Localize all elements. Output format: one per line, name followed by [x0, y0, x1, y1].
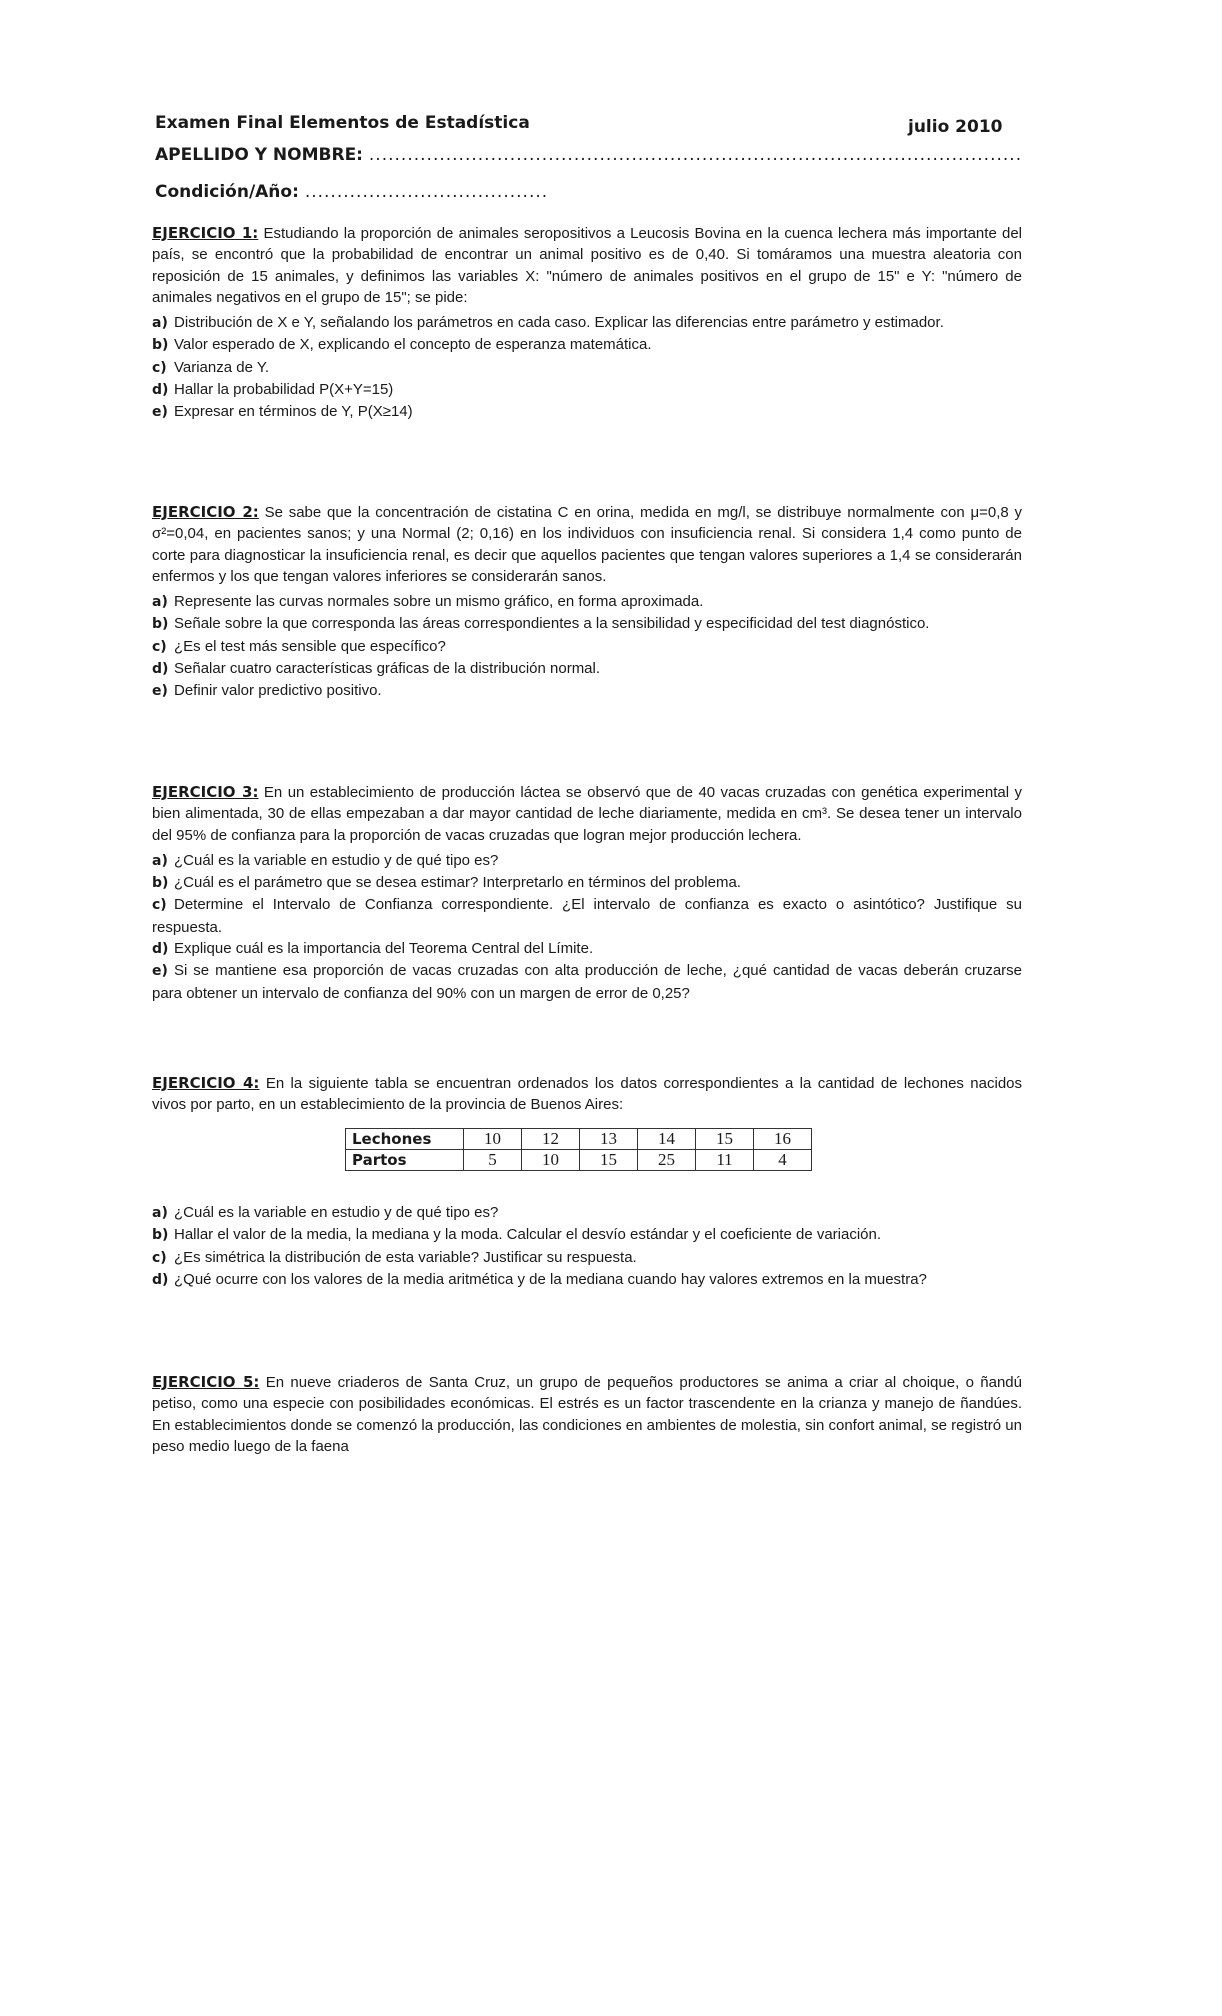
exercise-intro [152, 502, 1022, 587]
item-text: Expresar en términos de Y, P(X≥14) [174, 403, 413, 421]
list-item [152, 872, 1022, 894]
list-item [152, 1269, 1022, 1291]
item-letter: e) [152, 963, 168, 980]
list-item [152, 1247, 1022, 1269]
table-row [346, 1129, 812, 1150]
data-table-wrap [345, 1128, 812, 1171]
row-header: Partos [346, 1150, 464, 1171]
table-cell: 4 [754, 1150, 812, 1171]
table-cell: 12 [522, 1129, 580, 1150]
exercise-title: EJERCICIO 1: [152, 224, 259, 242]
item-text: Varianza de Y. [174, 358, 270, 376]
exercise-text: Se sabe que la concentración de cistatina C en orina, medida en mg/l, se distribuye normalmente con μ=0,8 y σ²=0,04, en pacientes sanos; y una Normal (2; 0,16) en los individuos con insuficiencia renal. Si considera 1,4 como punto de corte para diagnosticar la insuficiencia renal, es decir que aquellos pacientes que tengan valores superiores a 1,4 se considerarán enfermos y los que tengan valores inferiores se considerarán sanos. [152, 504, 1023, 585]
item-letter: d) [152, 382, 169, 399]
table-cell: 16 [754, 1129, 812, 1150]
table-cell: 15 [696, 1129, 754, 1150]
row-header: Lechones [346, 1129, 464, 1150]
list-item [152, 379, 1022, 401]
item-text: ¿Cuál es la variable en estudio y de qué tipo es? [174, 851, 499, 869]
exercise-items [152, 850, 1022, 1004]
table-cell: 13 [580, 1129, 638, 1150]
exercise-items [152, 591, 1022, 702]
item-letter: c) [152, 359, 167, 376]
list-item [152, 401, 1022, 423]
item-letter: a) [152, 315, 168, 332]
item-text: Hallar la probabilidad P(X+Y=15) [174, 381, 394, 399]
list-item [152, 850, 1022, 872]
name-blank: ...................................................................................................... [368, 145, 1023, 165]
exercise-items [152, 1202, 1022, 1291]
item-letter: e) [152, 683, 168, 700]
item-letter: b) [152, 875, 169, 892]
exercise-5 [152, 1372, 1022, 1461]
table-cell: 11 [696, 1150, 754, 1171]
list-item [152, 1224, 1022, 1246]
item-text: ¿Es simétrica la distribución de esta variable? Justificar su respuesta. [174, 1248, 637, 1266]
exercise-2 [152, 502, 1022, 703]
list-item [152, 613, 1022, 635]
item-letter: d) [152, 941, 169, 958]
exercise-text: En un establecimiento de producción láctea se observó que de 40 vacas cruzadas con genética experimental y bien alimentada, 30 de ellas empezaban a dar mayor cantidad de leche diariamente, medida en cm³. Se desea tener un intervalo del 95% de confianza para la proporción de vacas cruzadas que logran mejor producción lechera. [152, 784, 1023, 844]
exercise-title: EJERCICIO 4: [152, 1074, 260, 1092]
list-item [152, 680, 1022, 702]
list-item [152, 960, 1022, 1004]
name-field [155, 145, 1022, 165]
exercise-title: EJERCICIO 5: [152, 1373, 260, 1391]
item-letter: a) [152, 1205, 168, 1221]
condition-field [155, 182, 548, 202]
exercise-3 [152, 782, 1022, 1004]
exercise-intro [152, 223, 1022, 308]
name-label: APELLIDO Y NOMBRE: [155, 145, 363, 165]
item-text: Señale sobre la que corresponda las áreas correspondientes a la sensibilidad y especificidad del test diagnóstico. [174, 615, 930, 633]
table-cell: 10 [522, 1150, 580, 1171]
exercise-text: En la siguiente tabla se encuentran ordenados los datos correspondientes a la cantidad de lechones nacidos vivos por parto, en un establecimiento de la provincia de Buenos Aires: [152, 1075, 1023, 1114]
item-text: ¿Es el test más sensible que específico? [174, 637, 446, 655]
item-text: Si se mantiene esa proporción de vacas cruzadas con alta producción de leche, ¿qué cantidad de vacas deberán cruzarse para obtener un intervalo de confianza del 90% con un margen de error de 0,25? [152, 962, 1022, 1002]
item-letter: a) [152, 594, 168, 611]
item-text: Represente las curvas normales sobre un mismo gráfico, en forma aproximada. [174, 593, 704, 611]
item-letter: c) [152, 1249, 167, 1266]
table-row [346, 1150, 812, 1171]
exercise-4 [152, 1073, 1022, 1120]
item-letter: e) [152, 404, 168, 421]
item-text: Valor esperado de X, explicando el concepto de esperanza matemática. [174, 336, 652, 354]
list-item [152, 894, 1022, 938]
list-item [152, 357, 1022, 379]
exercise-text: En nueve criaderos de Santa Cruz, un grupo de pequeños productores se anima a criar al choique, o ñandú petiso, como una especie con posibilidades económicas. El estrés es un factor trascendente en la crianza y manejo de ñandúes. En establecimientos donde se comenzó la producción, las condiciones en ambientes de molestia, sin confort animal, se registró un peso medio luego de la faena [152, 1374, 1022, 1455]
list-item [152, 334, 1022, 356]
table-cell: 25 [638, 1150, 696, 1171]
list-item [152, 312, 1022, 334]
item-text: Hallar el valor de la media, la mediana y la moda. Calcular el desvío estándar y el coeficiente de variación. [174, 1226, 882, 1244]
item-text: ¿Cuál es el parámetro que se desea estimar? Interpretarlo en términos del problema. [174, 874, 741, 892]
item-letter: d) [152, 1271, 169, 1288]
item-letter: c) [152, 897, 167, 914]
item-letter: a) [152, 852, 168, 869]
table-cell: 5 [464, 1150, 522, 1171]
exercise-1 [152, 223, 1022, 424]
item-letter: b) [152, 337, 169, 354]
item-text: Explique cuál es la importancia del Teorema Central del Límite. [174, 940, 594, 958]
table-cell: 10 [464, 1129, 522, 1150]
exercise-4-items [152, 1202, 1022, 1291]
list-item [152, 658, 1022, 680]
item-text: ¿Qué ocurre con los valores de la media aritmética y de la mediana cuando hay valores extremos en la muestra? [174, 1270, 927, 1288]
list-item [152, 591, 1022, 613]
item-text: Distribución de X e Y, señalando los parámetros en cada caso. Explicar las diferencias entre parámetro y estimador. [174, 314, 944, 332]
item-letter: b) [152, 1227, 169, 1244]
item-text: Señalar cuatro características gráficas de la distribución normal. [174, 660, 601, 678]
list-item [152, 938, 1022, 960]
condition-label: Condición/Año: [155, 182, 299, 202]
list-item [152, 1202, 1022, 1224]
data-table [345, 1128, 812, 1171]
table-cell: 14 [638, 1129, 696, 1150]
exercise-title: EJERCICIO 2: [152, 503, 259, 521]
item-text: ¿Cuál es la variable en estudio y de qué tipo es? [174, 1204, 499, 1221]
exam-date: julio 2010 [908, 117, 1003, 137]
exercise-title: EJERCICIO 3: [152, 783, 259, 801]
exercise-items [152, 312, 1022, 423]
exercise-intro [152, 1073, 1022, 1116]
exam-title: Examen Final Elementos de Estadística [155, 113, 530, 133]
exercise-text: Estudiando la proporción de animales seropositivos a Leucosis Bovina en la cuenca lechera más importante del país, se encontró que la probabilidad de encontrar un animal positivo es de 0,40. Si tomáramos una muestra aleatoria con reposición de 15 animales, y definimos las variables X: "número de animales positivos en el grupo de 15" e Y: "número de animales negativos en el grupo de 15"; se pide: [152, 225, 1023, 306]
item-letter: b) [152, 616, 169, 633]
item-letter: c) [152, 638, 167, 655]
list-item [152, 636, 1022, 658]
item-text: Definir valor predictivo positivo. [174, 682, 382, 700]
table-cell: 15 [580, 1150, 638, 1171]
exercise-intro [152, 1372, 1022, 1457]
condition-blank: ...................................... [304, 182, 549, 202]
exercise-intro [152, 782, 1022, 846]
item-letter: d) [152, 661, 169, 678]
item-text: Determine el Intervalo de Confianza correspondiente. ¿El intervalo de confianza es exacto o asintótico? Justifique su respuesta. [152, 896, 1022, 936]
